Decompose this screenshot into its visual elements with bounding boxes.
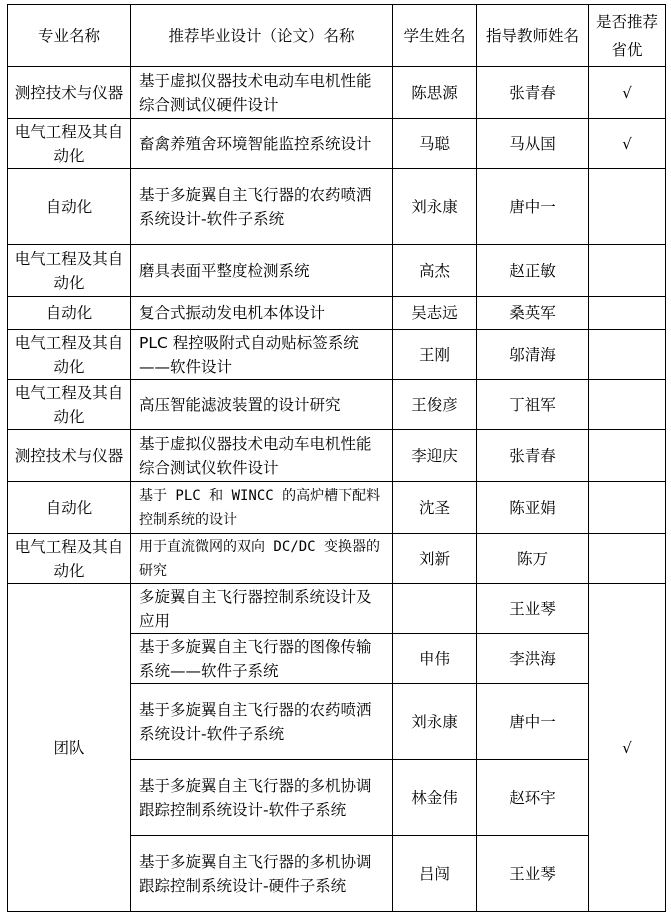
advisor-cell: 张青春 [477,67,589,119]
major-cell: 自动化 [8,169,131,245]
recommend-check: √ [589,119,666,169]
major-cell: 测控技术与仪器 [8,67,131,119]
advisor-cell: 邬清海 [477,330,589,380]
recommend-check [589,380,666,430]
student-cell: 吕闯 [393,836,477,912]
student-cell: 刘新 [393,534,477,584]
header-student: 学生姓名 [393,5,477,67]
team-row [8,584,666,634]
advisor-cell: 桑英军 [477,297,589,330]
title-cell: 基于虚拟仪器技术电动车电机性能综合测试仪硬件设计 [131,67,393,119]
title-cell: 畜禽养殖舍环境智能监控系统设计 [131,119,393,169]
student-cell: 林金伟 [393,760,477,836]
header-recommend: 是否推荐省优 [589,5,666,67]
major-cell: 电气工程及其自动化 [8,245,131,297]
title-cell: 基于多旋翼自主飞行器的图像传输系统——软件子系统 [131,634,393,684]
title-cell: 基于多旋翼自主飞行器的农药喷洒系统设计-软件子系统 [131,169,393,245]
table-row [8,330,666,380]
major-cell: 电气工程及其自动化 [8,534,131,584]
major-cell: 测控技术与仪器 [8,430,131,482]
advisor-cell: 赵环宇 [477,760,589,836]
student-cell: 李迎庆 [393,430,477,482]
recommend-check [589,534,666,584]
advisor-cell: 唐中一 [477,684,589,760]
title-cell: PLC 程控吸附式自动贴标签系统——软件设计 [131,330,393,380]
title-cell: 用于直流微网的双向 DC/DC 变换器的研究 [131,534,393,584]
major-cell: 自动化 [8,482,131,534]
recommendation-table [7,4,666,912]
recommend-check [589,330,666,380]
table-row [8,297,666,330]
major-cell: 电气工程及其自动化 [8,119,131,169]
table-row [8,534,666,584]
recommend-check [589,245,666,297]
student-cell: 王刚 [393,330,477,380]
title-cell: 基于多旋翼自主飞行器的农药喷洒系统设计-软件子系统 [131,684,393,760]
advisor-cell: 张青春 [477,430,589,482]
student-cell: 吴志远 [393,297,477,330]
student-cell: 马聪 [393,119,477,169]
recommend-check [589,482,666,534]
advisor-cell: 陈万 [477,534,589,584]
student-cell [393,584,477,634]
header-advisor: 指导教师姓名 [477,5,589,67]
title-cell: 多旋翼自主飞行器控制系统设计及应用 [131,584,393,634]
title-cell: 磨具表面平整度检测系统 [131,245,393,297]
title-cell: 高压智能滤波装置的设计研究 [131,380,393,430]
student-cell: 沈圣 [393,482,477,534]
team-recommend-check: √ [589,584,666,912]
title-cell: 基于 PLC 和 WINCC 的高炉槽下配料控制系统的设计 [131,482,393,534]
table-row [8,119,666,169]
recommend-check [589,297,666,330]
title-cell: 复合式振动发电机本体设计 [131,297,393,330]
advisor-cell: 陈亚娟 [477,482,589,534]
student-cell: 高杰 [393,245,477,297]
advisor-cell: 丁祖军 [477,380,589,430]
advisor-cell: 赵正敏 [477,245,589,297]
table-row [8,169,666,245]
student-cell: 刘永康 [393,684,477,760]
student-cell: 王俊彦 [393,380,477,430]
advisor-cell: 唐中一 [477,169,589,245]
student-cell: 刘永康 [393,169,477,245]
major-cell: 电气工程及其自动化 [8,330,131,380]
title-cell: 基于多旋翼自主飞行器的多机协调跟踪控制系统设计-硬件子系统 [131,836,393,912]
advisor-cell: 王业琴 [477,584,589,634]
header-row [8,5,666,67]
table-row [8,67,666,119]
student-cell: 申伟 [393,634,477,684]
major-cell: 电气工程及其自动化 [8,380,131,430]
recommend-check [589,430,666,482]
major-cell: 自动化 [8,297,131,330]
header-title: 推荐毕业设计（论文）名称 [131,5,393,67]
advisor-cell: 王业琴 [477,836,589,912]
recommend-check [589,169,666,245]
table-row [8,482,666,534]
advisor-cell: 马从国 [477,119,589,169]
title-cell: 基于虚拟仪器技术电动车电机性能综合测试仪软件设计 [131,430,393,482]
table-row [8,430,666,482]
recommend-check: √ [589,67,666,119]
title-cell: 基于多旋翼自主飞行器的多机协调跟踪控制系统设计-软件子系统 [131,760,393,836]
header-major: 专业名称 [8,5,131,67]
advisor-cell: 李洪海 [477,634,589,684]
team-major-cell: 团队 [8,584,131,912]
table-row [8,380,666,430]
table-row [8,245,666,297]
student-cell: 陈思源 [393,67,477,119]
